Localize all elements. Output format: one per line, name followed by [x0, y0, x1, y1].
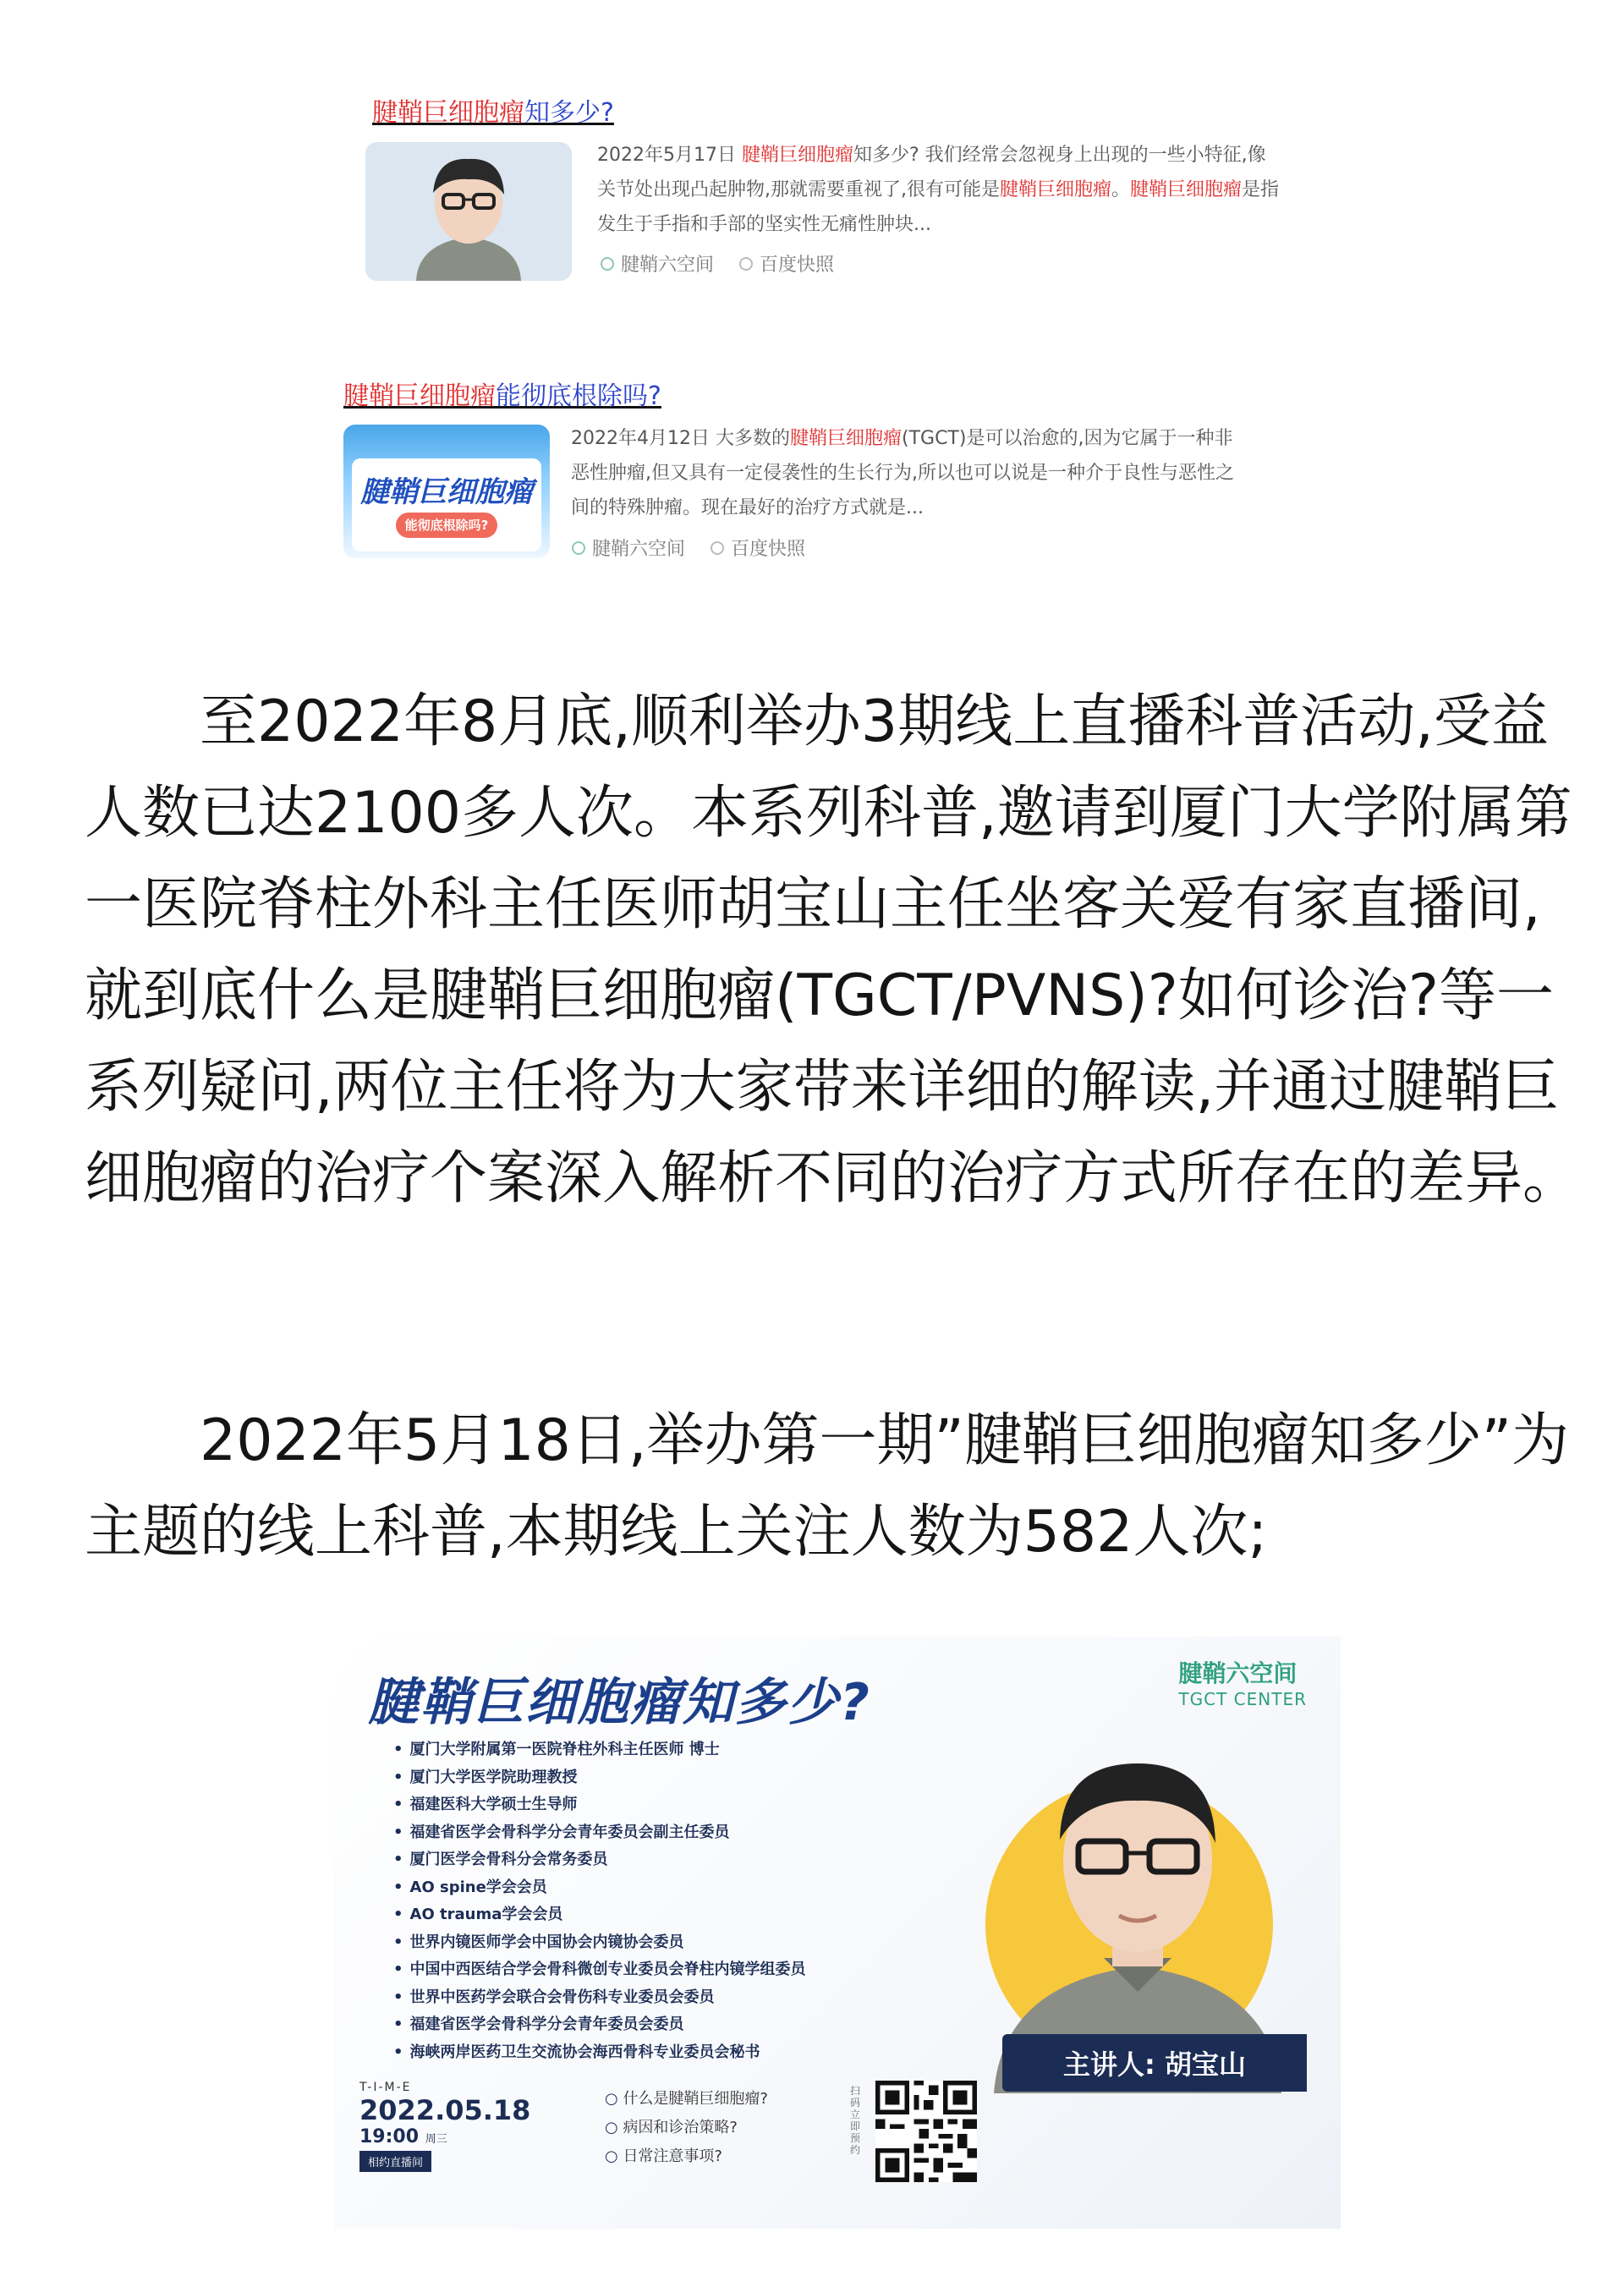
result-1-source[interactable]: 腱鞘六空间	[621, 255, 715, 276]
result-2-snippet	[571, 421, 1248, 525]
search-result-2[interactable]	[343, 375, 661, 412]
paragraph-first-session-text: 2022年5月18日,举办第一期”腱鞘巨细胞瘤知多少”为主题的线上科普,本期线上关注人数为582人次;	[85, 1407, 1569, 1566]
snippet-highlight: 腱鞘巨细胞瘤	[741, 145, 853, 166]
qr-code-icon[interactable]	[875, 2081, 977, 2182]
speaker-credentials	[393, 1736, 806, 2066]
brand-name: 腱鞘六空间	[1178, 1659, 1298, 1687]
snippet-text: 2022年4月12日 大多数的	[571, 428, 790, 449]
result-1-snippet	[597, 138, 1282, 242]
event-time	[359, 2081, 530, 2172]
poster-brand	[1178, 1655, 1307, 1709]
credential-item: • 厦门大学医学院助理教授	[393, 1764, 806, 1792]
thumb-tag: 能彻底根除吗?	[396, 513, 497, 538]
credential-item: • 海峡两岸医药卫生交流协会海西骨科专业委员会秘书	[393, 2039, 806, 2067]
poster-title: 腱鞘巨细胞瘤知多少?	[368, 1673, 871, 1732]
result-1-title-highlight: 腱鞘巨细胞瘤	[372, 98, 524, 128]
question-item: ○ 日常注意事项?	[605, 2142, 768, 2171]
paragraph-first-session	[85, 1396, 1582, 1578]
credential-item: • 中国中西医结合学会骨科微创专业委员会脊柱内镜学组委员	[393, 1956, 806, 1984]
credential-item: • 福建省医学会骨科学分会青年委员会委员	[393, 2011, 806, 2039]
event-weekday: 周三	[425, 2133, 447, 2146]
result-2-title-rest: 能彻底根除吗?	[496, 381, 661, 411]
event-time-value	[359, 2126, 530, 2147]
thumb-title: 腱鞘巨细胞瘤	[360, 475, 533, 509]
paragraph-summary-text: 至2022年8月底,顺利举办3期线上直播科普活动,受益人数已达2100多人次。本系列科普,邀请到厦门大学附属第一医院脊柱外科主任医师胡宝山主任坐客关爱有家直播间,就到底什么是腱鞘巨细胞瘤(TGCT/PVNS)?如何诊治?等一系列疑问,两位主任将为大家带来详细的解读,并通过腱鞘巨细胞瘤的治疗个案深入解析不同的治疗方式所存在的差异。	[85, 688, 1581, 1212]
credential-item: • 福建省医学会骨科学分会青年委员会副主任委员	[393, 1819, 806, 1847]
topic-questions	[605, 2085, 768, 2171]
result-2-thumbnail[interactable]	[343, 425, 550, 558]
snippet-highlight: 腱鞘巨细胞瘤	[1130, 179, 1243, 200]
speaker-label: 主讲人: 胡宝山	[1002, 2034, 1307, 2092]
snapshot-icon	[710, 541, 724, 555]
result-2-meta	[572, 535, 805, 561]
snippet-text: 。	[1111, 179, 1131, 200]
snippet-text: 2022年5月17日	[597, 145, 742, 166]
live-room-button[interactable]: 相约直播间	[359, 2151, 431, 2172]
credential-item: • 福建医科大学硕士生导师	[393, 1791, 806, 1819]
snapshot-icon	[739, 257, 753, 271]
result-2-title-link[interactable]	[343, 375, 661, 412]
source-icon	[601, 257, 614, 271]
event-date: 2022.05.18	[359, 2094, 531, 2126]
snippet-highlight: 腱鞘巨细胞瘤	[789, 428, 902, 449]
credential-item: • 世界内镜医师学会中国协会内镜协会委员	[393, 1929, 806, 1957]
doctor-portrait-image	[365, 142, 572, 281]
credential-item: • 世界中医药学会联合会骨伤科专业委员会委员	[393, 1984, 806, 2012]
source-icon	[572, 541, 585, 555]
result-1-snapshot-link[interactable]: 百度快照	[760, 255, 835, 276]
snippet-text: 是指发生于手指和手部的坚实性无痛性肿块...	[597, 179, 1280, 235]
snippet-highlight: 腱鞘巨细胞瘤	[1000, 179, 1112, 200]
event-hour: 19:00	[359, 2126, 420, 2147]
brand-english: TGCT CENTER	[1178, 1689, 1307, 1709]
snippet-text: 知多少? 我们经常会忽视身上出现的一些小特征,像关节处出现凸起肿物,那就需要重视了,很有可能是	[597, 145, 1266, 200]
scan-caption: 扫码立即预约	[850, 2085, 861, 2156]
paragraph-summary	[85, 677, 1582, 1225]
result-1-title-link[interactable]	[372, 91, 614, 129]
result-1-meta	[601, 250, 834, 277]
result-2-snapshot-link[interactable]: 百度快照	[731, 539, 806, 560]
result-2-source[interactable]: 腱鞘六空间	[592, 539, 686, 560]
question-item: ○ 什么是腱鞘巨细胞瘤?	[605, 2085, 768, 2114]
result-1-title-rest: 知多少?	[524, 98, 614, 128]
credential-item: • AO trauma学会会员	[393, 1901, 806, 1929]
snippet-text: (TGCT)是可以治愈的,因为它属于一种非恶性肿瘤,但又具有一定侵袭性的生长行为,所以也可以说是一种介于良性与恶性之间的特殊肿瘤。现在最好的治疗方式就是...	[571, 428, 1234, 518]
credential-item: • 厦门大学附属第一医院脊柱外科主任医师 博士	[393, 1736, 806, 1764]
result-2-title-highlight: 腱鞘巨细胞瘤	[343, 381, 496, 411]
question-item: ○ 病因和诊治策略?	[605, 2114, 768, 2142]
search-result-1[interactable]	[372, 91, 614, 129]
event-poster	[334, 1637, 1341, 2229]
credential-item: • AO spine学会会员	[393, 1874, 806, 1902]
credential-item: • 厦门医学会骨科分会常务委员	[393, 1846, 806, 1874]
result-1-thumbnail[interactable]	[365, 142, 572, 281]
time-label: T-I-M-E	[359, 2081, 412, 2094]
